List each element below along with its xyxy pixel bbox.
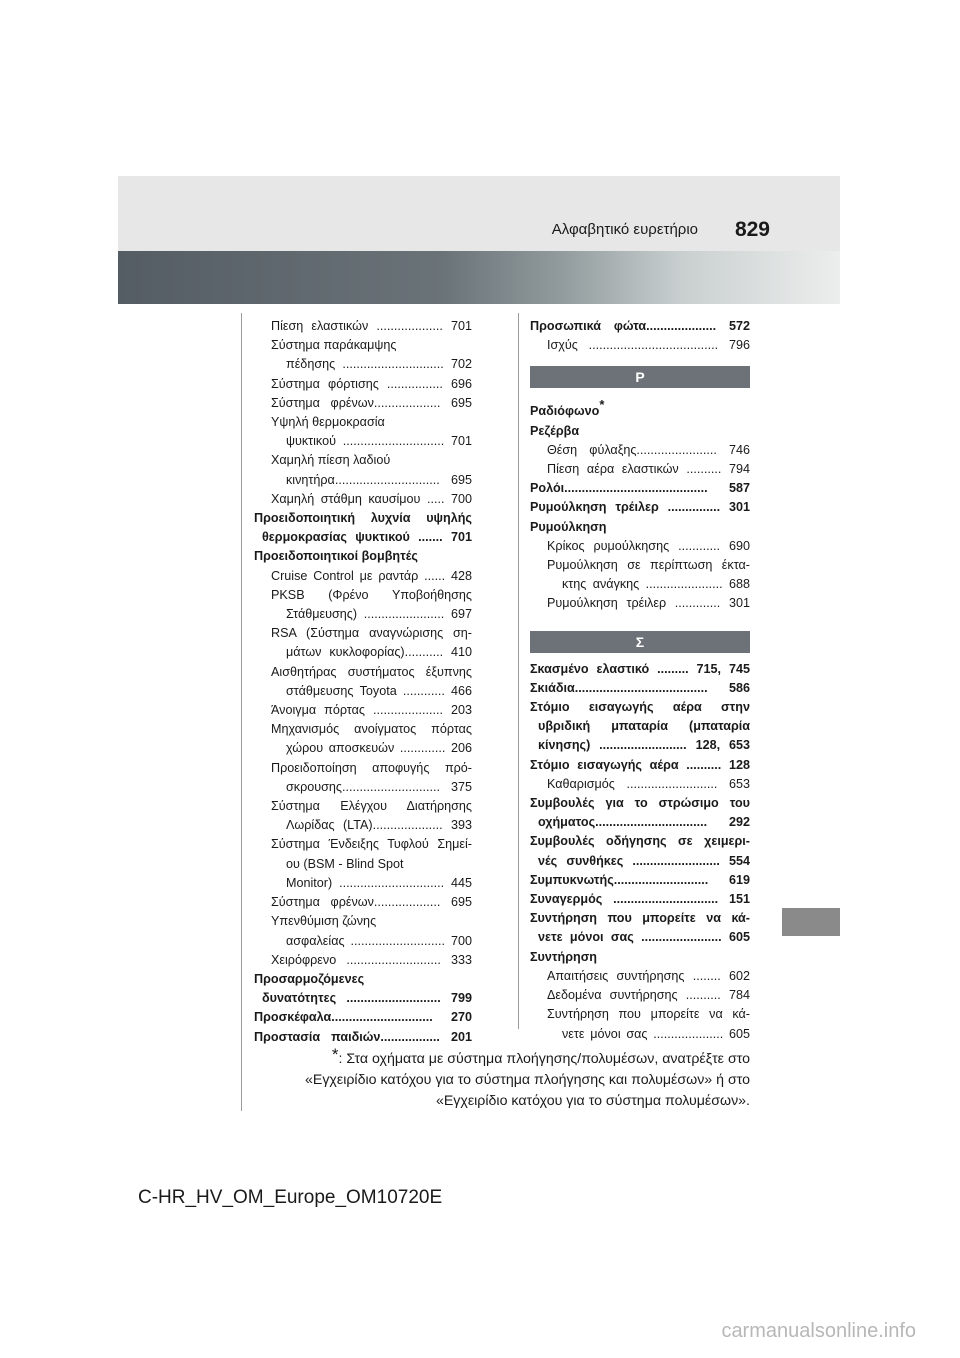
index-entry[interactable]: μάτων κυκλοφορίας)........... 410	[286, 645, 472, 660]
index-entry[interactable]: Μηχανισμός ανοίγματος πόρτας	[271, 722, 472, 737]
index-entry[interactable]: Χειρόφρενο ........................... 333	[271, 952, 472, 967]
index-entry[interactable]: κινητήρα.............................. 695	[286, 472, 472, 487]
index-entry[interactable]: Απαιτήσεις συντήρησης ........ 602	[547, 968, 750, 983]
index-entry[interactable]: Ρυμούλκηση τρέιλερ ............... 301	[530, 500, 750, 515]
index-entry[interactable]: Συντήρηση που μπορείτε να κά-	[547, 1007, 750, 1022]
index-entry[interactable]: οχήματος................................ 292	[538, 815, 750, 830]
index-entry[interactable]: Προσωπικά φώτα.................... 572	[530, 319, 750, 333]
index-entry[interactable]: Ρυμούλκηση τρέιλερ ............. 301	[547, 596, 750, 611]
letter-heading-sigma: Σ	[530, 631, 750, 653]
index-entry-radio[interactable]: Ραδιόφωνο*	[530, 397, 605, 419]
letter-heading-rho: Ρ	[530, 366, 750, 388]
index-entry[interactable]: Cruise Control με ραντάρ ...... 428	[271, 568, 472, 583]
index-entry[interactable]: Καθαρισμός .......................... 653	[547, 776, 750, 791]
index-entry[interactable]: Πίεση αέρα ελαστικών .......... 794	[547, 462, 750, 477]
index-entry[interactable]: Σύστημα φόρτισης ................ 696	[271, 376, 472, 391]
index-entry[interactable]: Χαμηλή στάθμη καυσίμου ..... 700	[271, 491, 472, 506]
index-entry[interactable]: Συμπυκνωτής........................... 619	[530, 872, 750, 887]
index-entry[interactable]: Προσαρμοζόμενες	[254, 971, 365, 986]
index-entry[interactable]: PKSB (Φρένο Υποβοήθησης	[271, 587, 472, 602]
index-entry[interactable]: Λωρίδας (LTA).................... 393	[286, 818, 472, 833]
index-entry[interactable]: Στόμιο εισαγωγής αέρα .......... 128	[530, 757, 750, 772]
footnote-line-2: «Εγχειρίδιο κατόχου για το σύστημα πλοήγησης και πολυμέσων» ή στο	[304, 1072, 750, 1088]
index-entry[interactable]: Ρολόι......................................... 587	[530, 481, 750, 496]
index-entry[interactable]: Συντήρηση που μπορείτε να κά-	[530, 911, 750, 926]
index-entry[interactable]: Χαμηλή πίεση λαδιού	[271, 453, 391, 468]
footnote-star: *	[331, 1045, 339, 1064]
index-entry[interactable]: Σύστημα Ελέγχου Διατήρησης	[271, 799, 472, 814]
index-entry[interactable]: θερμοκρασίας ψυκτικού ....... 701	[262, 530, 472, 545]
page-number: 829	[734, 218, 770, 241]
index-entry[interactable]: Στάθμευσης) ....................... 697	[286, 607, 472, 622]
index-entry[interactable]: Σύστημα φρένων................... 695	[271, 395, 472, 410]
index-entry[interactable]: RSA (Σύστημα αναγνώρισης ση-	[271, 626, 472, 641]
index-entry[interactable]: Προειδοποιητική λυχνία υψηλής	[254, 511, 472, 526]
index-entry[interactable]: Προσκέφαλα............................. 270	[254, 1010, 472, 1025]
index-entry[interactable]: στάθμευσης Toyota ............ 466	[286, 683, 472, 698]
index-entry[interactable]: Προειδοποιητικοί βομβητές	[254, 549, 418, 564]
index-entry[interactable]: Συντήρηση	[530, 949, 597, 964]
middle-column-rule	[518, 313, 519, 1029]
index-entry[interactable]: κτης ανάγκης ...................... 688	[562, 577, 750, 592]
index-entry[interactable]: Αισθητήρας συστήματος έξυπνης	[271, 664, 472, 679]
index-entry[interactable]: Συμβουλές οδήγησης σε χειμερι-	[530, 834, 750, 849]
left-column-rule	[241, 313, 242, 1111]
index-entry[interactable]: Υπενθύμιση ζώνης	[271, 914, 377, 929]
index-entry[interactable]: σκρουσης............................ 375	[286, 779, 472, 794]
index-entry[interactable]: Άνοιγμα πόρτας .................... 203	[271, 703, 472, 718]
index-entry[interactable]: Υψηλή θερμοκρασία	[271, 415, 385, 430]
index-entry[interactable]: χώρου αποσκευών ............. 206	[286, 741, 472, 756]
index-entry[interactable]: Ισχύς ..................................... 796	[547, 338, 750, 353]
header-bar	[118, 176, 840, 251]
index-entry[interactable]: υβριδική μπαταρία (μπαταρία	[538, 719, 750, 734]
index-entry[interactable]: Προστασία παιδιών................. 201	[254, 1029, 472, 1044]
index-entry[interactable]: Σύστημα φρένων................... 695	[271, 895, 472, 910]
footnote-line-3: «Εγχειρίδιο κατόχου για το σύστημα πολυμέσων».	[435, 1093, 750, 1109]
index-entry[interactable]: Πίεση ελαστικών ................... 701	[271, 319, 472, 333]
index-entry[interactable]: Monitor) .............................. 445	[286, 875, 472, 890]
index-entry[interactable]: ασφαλείας ........................... 700	[286, 933, 472, 948]
index-entry[interactable]: πέδησης ............................. 702	[286, 357, 472, 372]
index-entry[interactable]: κίνησης) ......................... 128, 653	[538, 738, 750, 753]
index-entry[interactable]: Ρυμούλκηση	[530, 519, 607, 534]
index-column-left	[254, 317, 472, 1047]
section-title: Αλφαβητικό ευρετήριο	[551, 221, 698, 238]
index-entry[interactable]: Θέση φύλαξης....................... 746	[547, 442, 750, 457]
index-entry[interactable]: Ρυμούλκηση σε περίπτωση έκτα-	[547, 558, 750, 573]
index-column-right	[530, 317, 750, 1044]
index-entry[interactable]: Ρεζέρβα	[530, 423, 580, 438]
index-entry[interactable]: Προειδοποίηση αποφυγής πρό-	[271, 760, 472, 775]
index-entry[interactable]: Δεδομένα συντήρησης .......... 784	[547, 988, 750, 1003]
index-entry[interactable]: νετε μόνοι σας ....................... 605	[538, 930, 750, 945]
index-entry[interactable]: νετε μόνοι σας .................... 605	[562, 1026, 750, 1041]
index-entry[interactable]: Στόμιο εισαγωγής αέρα στην	[530, 700, 750, 715]
document-code: C-HR_HV_OM_Europe_OM10720E	[138, 1187, 443, 1208]
index-thumb-tab	[782, 908, 840, 936]
index-entry[interactable]: Συναγερμός .............................. 151	[530, 892, 750, 907]
index-entry[interactable]: Σύστημα Ένδειξης Τυφλού Σημεί-	[271, 837, 472, 852]
index-entry[interactable]: Σκιάδια...................................... 586	[530, 680, 750, 695]
footnote-marker: *	[599, 397, 605, 413]
index-entry[interactable]: Κρίκος ρυμούλκησης ............ 690	[547, 538, 750, 553]
footnote	[240, 1044, 750, 1112]
index-entry[interactable]: Σύστημα παράκαμψης	[271, 338, 397, 353]
watermark: carmanualsonline.info	[721, 1320, 916, 1342]
index-entry[interactable]: Συμβουλές για το στρώσιμο του	[530, 796, 750, 811]
header-gradient-bar	[118, 251, 840, 304]
footnote-line-1: *: Στα οχήματα με σύστημα πλοήγησης/πολυμέσων, ανατρέξτε στο	[331, 1045, 750, 1067]
index-entry[interactable]: νές συνθήκες ......................... 554	[538, 853, 750, 868]
index-entry[interactable]: ψυκτικού ............................. 701	[286, 434, 472, 449]
index-entry[interactable]: Σκασμένο ελαστικό ......... 715, 745	[530, 661, 750, 676]
index-entry[interactable]: ου (BSM - Blind Spot	[286, 856, 404, 871]
index-entry[interactable]: δυνατότητες ........................... 799	[262, 991, 472, 1006]
